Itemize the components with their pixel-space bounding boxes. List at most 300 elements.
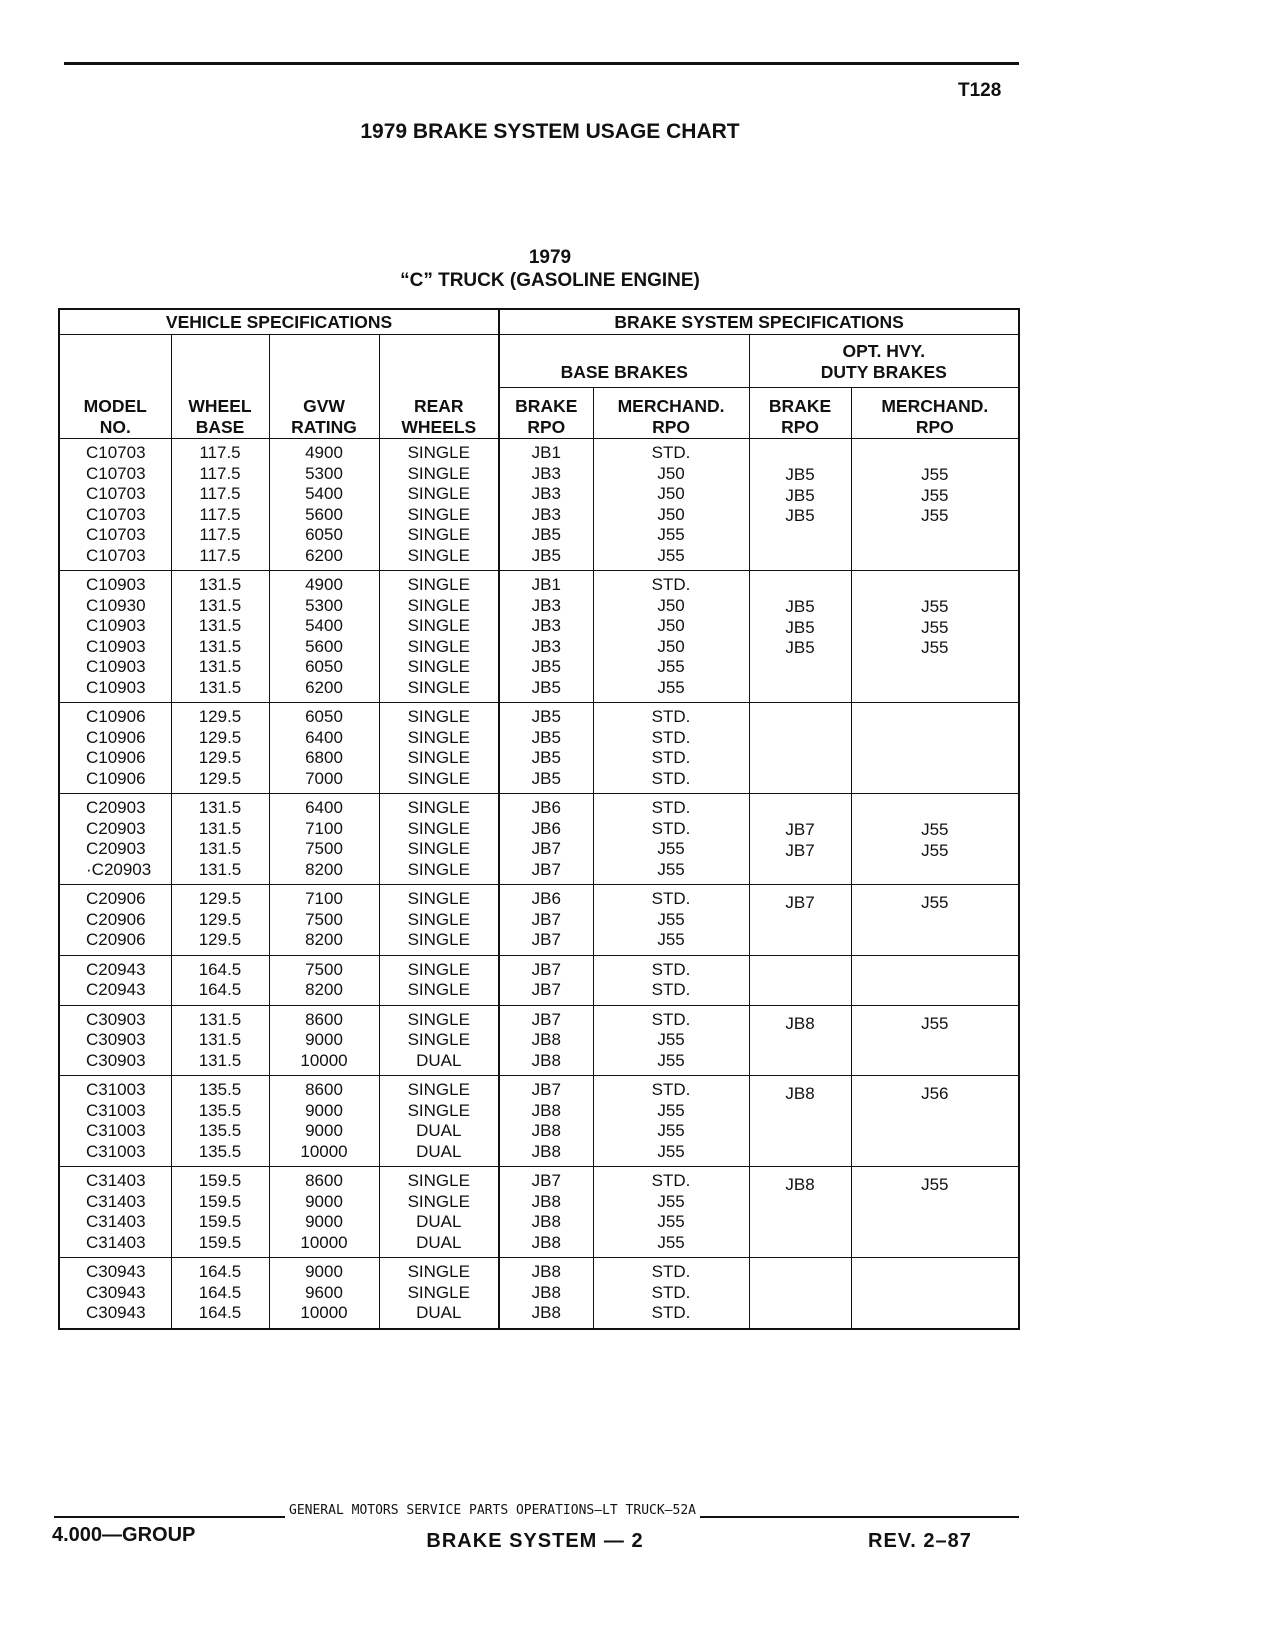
cell-value: SINGLE [407,1100,470,1120]
cell-value: C20903 [86,818,146,838]
cell-value: J55 [657,1121,685,1140]
opt-brake-rpo-cell [749,1005,851,1076]
top-rule [64,62,1019,65]
base-brake-rpo-cell [499,794,593,885]
cell-value: JB8 [531,1232,561,1252]
cell-value: 131.5 [198,575,242,594]
cell-value: SINGLE [407,657,470,676]
cell-value: 4900 [305,443,343,462]
cell-value: C30943 [86,1262,146,1281]
cell-value: ·C20903 [86,859,152,879]
cell-value: 6400 [305,798,343,817]
cell-value: 131.5 [198,677,242,697]
cell-value: 9600 [305,1282,343,1302]
col-wheel-base: WHEEL BASE [171,388,269,439]
cell-value: JB8 [531,1212,561,1231]
base-merch-rpo-cell [593,794,749,885]
opt-merch-rpo-cell [851,571,1019,703]
table-row [59,955,1019,1005]
cell-value: J55 [657,909,685,929]
cell-value: 8200 [305,980,343,999]
cell-value: C20903 [86,798,146,817]
cell-value: 10000 [300,1141,348,1161]
cell-value: SINGLE [407,1282,470,1302]
opt-hvy-duty-header: OPT. HVY. DUTY BRAKES [749,335,1019,388]
cell-value: JB5 [531,707,561,726]
cell-value: 159.5 [198,1232,242,1252]
cell-value: JB5 [785,506,815,525]
rear-wheels-cell [379,1167,499,1258]
cell-value: STD. [651,575,691,594]
rear-wheels-cell [379,794,499,885]
cell-value: C10703 [86,443,146,462]
page-title: 1979 BRAKE SYSTEM USAGE CHART [360,120,740,143]
col-rear-wheels: REAR WHEELS [379,388,499,439]
cell-value: C30903 [86,1030,146,1049]
wheel-base-cell [171,571,269,703]
cell-value: J55 [657,1050,685,1070]
cell-value: SINGLE [407,798,470,817]
col-base-merch-rpo: MERCHAND. RPO [593,388,749,439]
cell-value: J55 [657,545,685,565]
cell-value: SINGLE [407,859,470,879]
cell-value: C31403 [86,1191,146,1211]
cell-value: JB8 [531,1030,561,1049]
cell-value: SINGLE [407,930,470,949]
table-row [59,794,1019,885]
cell-value: C10703 [86,463,146,483]
cell-value: 5400 [305,484,343,503]
cell-value: SINGLE [407,636,470,656]
opt-merch-rpo-cell [851,794,1019,885]
cell-value: STD. [651,1009,691,1029]
cell-value: JB8 [785,1084,815,1103]
model-group [59,955,1019,1005]
opt-merch-rpo-cell [851,885,1019,956]
base-merch-rpo-cell [593,955,749,1005]
cell-value: 117.5 [199,443,241,462]
footer-section: BRAKE SYSTEM — 2 [426,1530,644,1552]
rear-wheels-cell [379,571,499,703]
model-no-cell [59,1005,171,1076]
cell-value: JB8 [531,1303,561,1322]
model-group [59,1076,1019,1167]
cell-value: 135.5 [198,1141,242,1161]
cell-value: 7500 [305,909,343,929]
col-gvw-rating: GVW RATING [269,388,379,439]
base-merch-rpo-cell [593,1005,749,1076]
cell-value: 117.5 [199,484,241,503]
cell-value: SINGLE [407,443,470,462]
cell-value: JB5 [531,748,561,767]
table-row [59,1258,1019,1329]
cell-value: JB5 [531,525,561,544]
gvw-rating-cell [269,1258,379,1329]
cell-value: 129.5 [198,909,242,929]
cell-value: J55 [657,657,685,676]
cell-value: 131.5 [198,636,242,656]
base-merch-rpo-cell [593,439,749,571]
base-brake-rpo-cell [499,1258,593,1329]
cell-value: SINGLE [407,959,470,979]
cell-value: C20906 [86,909,146,929]
cell-value: JB7 [785,893,815,912]
wheel-base-cell [171,794,269,885]
cell-value: JB8 [785,1175,815,1194]
opt-merch-rpo-cell [851,1076,1019,1167]
cell-value: JB7 [531,1171,561,1190]
cell-value: 164.5 [198,959,242,979]
model-no-cell [59,1167,171,1258]
rear-wheels-cell [379,885,499,956]
cell-value: SINGLE [407,1171,470,1190]
cell-value: J55 [657,859,685,879]
cell-value: JB7 [531,859,561,879]
cell-value: 7100 [305,889,343,908]
brake-usage-table [58,308,1020,1330]
cell-value: J50 [657,595,685,615]
cell-value: J50 [657,463,685,483]
cell-value: JB8 [785,1013,815,1033]
gvw-rating-cell [269,1005,379,1076]
cell-value: 5600 [305,636,343,656]
cell-value: 9000 [305,1212,343,1231]
rear-wheels-cell [379,703,499,794]
wheel-base-cell [171,439,269,571]
cell-value: 7500 [305,839,343,858]
model-group [59,439,1019,571]
opt-brake-rpo-cell [749,955,851,1005]
table-row [59,885,1019,956]
cell-value: JB8 [531,1262,561,1281]
cell-value: JB3 [531,504,561,524]
cell-value: SINGLE [407,768,470,788]
base-brake-rpo-cell [499,955,593,1005]
cell-value: JB8 [531,1191,561,1211]
cell-value: C10703 [86,504,146,524]
cell-value: 9000 [305,1100,343,1120]
cell-value: 131.5 [198,1030,242,1049]
model-group [59,1167,1019,1258]
cell-value: STD. [651,798,691,817]
cell-value: 135.5 [198,1080,242,1099]
cell-value: J55 [921,597,949,616]
cell-value: SINGLE [407,727,470,747]
cell-value: 131.5 [198,1009,242,1029]
cell-value: C31403 [86,1171,146,1190]
base-brake-rpo-cell [499,1005,593,1076]
model-no-cell [59,1258,171,1329]
cell-value: 4900 [305,575,343,594]
cell-value: JB3 [531,595,561,615]
cell-value: C10906 [86,707,146,726]
cell-value: 131.5 [198,818,242,838]
cell-value: 7100 [305,818,343,838]
cell-value: J55 [657,1212,685,1231]
cell-value: J55 [921,638,949,657]
wheel-base-cell [171,955,269,1005]
cell-value: J55 [657,1100,685,1120]
cell-value: JB5 [531,657,561,676]
cell-value: JB7 [531,909,561,929]
footer-operations: GENERAL MOTORS SERVICE PARTS OPERATIONS—LT TRUCK—52A [285,1503,700,1518]
cell-value: JB5 [785,485,815,505]
cell-value: J55 [657,525,685,544]
gvw-rating-cell [269,1167,379,1258]
opt-merch-rpo-cell [851,1167,1019,1258]
opt-brake-rpo-cell [749,1258,851,1329]
cell-value: C31003 [86,1141,146,1161]
opt-brake-rpo-cell [749,885,851,956]
cell-value: DUAL [416,1141,462,1161]
cell-value: 159.5 [198,1212,242,1231]
cell-value: SINGLE [407,889,470,908]
cell-value: JB7 [785,820,815,839]
cell-value: SINGLE [407,748,470,767]
cell-value: 8200 [305,859,343,879]
opt-brake-rpo-cell [749,1167,851,1258]
cell-value: 164.5 [198,1282,242,1302]
cell-value: SINGLE [407,707,470,726]
rear-wheels-cell [379,439,499,571]
cell-value: 131.5 [198,859,242,879]
cell-value: STD. [651,1171,691,1190]
cell-value: C10903 [86,677,146,697]
cell-value: C31003 [86,1080,146,1099]
cell-value: 8600 [305,1080,343,1099]
cell-value: 6050 [305,707,343,726]
opt-brake-rpo-cell [749,1076,851,1167]
base-merch-rpo-cell [593,1258,749,1329]
cell-value: J55 [657,930,685,949]
cell-value: STD. [651,748,691,767]
wheel-base-cell [171,1076,269,1167]
table-row [59,1167,1019,1258]
wheel-base-cell [171,1258,269,1329]
wheel-base-cell [171,885,269,956]
cell-value: J55 [921,893,949,912]
cell-value: STD. [651,818,691,838]
cell-value: J50 [657,636,685,656]
cell-value: JB1 [531,575,561,594]
cell-value: C10703 [86,484,146,503]
cell-value: 5300 [305,595,343,615]
rear-wheels-cell [379,955,499,1005]
cell-value: JB5 [785,465,815,484]
cell-value: STD. [651,727,691,747]
cell-value: 131.5 [198,798,242,817]
wheel-base-cell [171,1005,269,1076]
cell-value: 8600 [305,1171,343,1190]
cell-value: 5600 [305,504,343,524]
cell-value: J55 [657,1141,685,1161]
gvw-rating-cell [269,955,379,1005]
cell-value: SINGLE [407,1262,470,1281]
cell-value: 10000 [300,1050,348,1070]
opt-merch-rpo-cell [851,1005,1019,1076]
cell-value: JB7 [531,980,561,999]
cell-value: 131.5 [198,616,242,635]
cell-value: C20906 [86,889,146,908]
cell-value: J55 [657,1232,685,1252]
cell-value: 131.5 [198,1050,242,1070]
cell-value: C10703 [86,545,146,565]
model-group [59,794,1019,885]
base-brake-rpo-cell [499,439,593,571]
cell-value: SINGLE [407,525,470,544]
cell-value: C31003 [86,1121,146,1140]
rear-wheels-cell [379,1076,499,1167]
gvw-rating-cell [269,703,379,794]
base-brake-rpo-cell [499,571,593,703]
gvw-rating-cell [269,571,379,703]
cell-value: JB5 [531,768,561,788]
cell-value: J50 [657,504,685,524]
wheel-base-cell [171,1167,269,1258]
cell-value: 131.5 [198,657,242,676]
cell-value: 164.5 [198,1262,242,1281]
cell-value: JB6 [531,818,561,838]
cell-value: C10903 [86,636,146,656]
cell-value: J50 [657,484,685,503]
cell-value: DUAL [416,1050,462,1070]
cell-value: 159.5 [198,1191,242,1211]
cell-value: 9000 [305,1030,343,1049]
cell-value: SINGLE [407,504,470,524]
cell-value: C20943 [86,959,146,979]
brake-specs-header: BRAKE SYSTEM SPECIFICATIONS [499,309,1019,335]
cell-value: C10903 [86,575,146,594]
cell-value: JB8 [531,1141,561,1161]
col-model-no: MODEL NO. [59,388,171,439]
cell-value: J55 [921,840,949,860]
cell-value: J55 [657,839,685,858]
cell-value: C30903 [86,1050,146,1070]
cell-value: JB7 [531,959,561,979]
cell-value: C10906 [86,748,146,767]
model-no-cell [59,885,171,956]
cell-value: 6400 [305,727,343,747]
cell-value: 129.5 [198,748,242,767]
cell-value: STD. [651,1303,691,1322]
cell-value: SINGLE [407,677,470,697]
cell-value: J50 [657,616,685,635]
model-no-cell [59,703,171,794]
cell-value: JB6 [531,798,561,817]
base-merch-rpo-cell [593,703,749,794]
cell-value: 135.5 [198,1121,242,1140]
cell-value: C31403 [86,1212,146,1231]
model-no-cell [59,1076,171,1167]
cell-value: SINGLE [407,484,470,503]
cell-value: DUAL [416,1212,462,1231]
cell-value: J55 [921,485,949,505]
cell-value: 129.5 [198,889,242,908]
cell-value: 9000 [305,1191,343,1211]
base-brakes-header: BASE BRAKES [499,335,749,388]
cell-value: DUAL [416,1121,462,1140]
cell-value: 9000 [305,1121,343,1140]
cell-value: SINGLE [407,595,470,615]
cell-value: 129.5 [198,768,242,788]
cell-value: STD. [651,889,691,908]
cell-value: SINGLE [407,1191,470,1211]
table-row [59,1005,1019,1076]
cell-value: 9000 [305,1262,343,1281]
cell-value: JB3 [531,463,561,483]
base-brake-rpo-cell [499,885,593,956]
cell-value: DUAL [416,1232,462,1252]
cell-value: C10703 [86,525,146,544]
cell-value: JB8 [531,1282,561,1302]
model-no-cell [59,439,171,571]
cell-value: JB7 [531,1009,561,1029]
page-code: T128 [958,80,1002,101]
cell-value: 6200 [305,545,343,565]
opt-brake-rpo-cell [749,703,851,794]
cell-value: J55 [921,617,949,637]
cell-value: 129.5 [198,727,242,747]
opt-merch-rpo-cell [851,1258,1019,1329]
cell-value: 129.5 [198,930,242,949]
cell-value: J55 [921,1175,949,1194]
cell-value: J55 [921,1013,949,1033]
cell-value: STD. [651,707,691,726]
cell-value: SINGLE [407,839,470,858]
cell-value: 117.5 [199,463,241,483]
cell-value: JB3 [531,484,561,503]
cell-value: 8600 [305,1009,343,1029]
cell-value: 8200 [305,930,343,949]
opt-brake-rpo-cell [749,794,851,885]
col-opt-merch-rpo: MERCHAND. RPO [851,388,1019,439]
cell-value: J55 [921,506,949,525]
cell-value: 135.5 [198,1100,242,1120]
cell-value: JB8 [531,1050,561,1070]
cell-value: 117.5 [199,525,241,544]
cell-value: STD. [651,443,691,462]
rear-wheels-cell [379,1005,499,1076]
cell-value: 164.5 [198,980,242,999]
cell-value: JB5 [785,597,815,616]
cell-value: J55 [921,465,949,484]
base-merch-rpo-cell [593,571,749,703]
chart-subtitle: “C” TRUCK (GASOLINE ENGINE) [400,270,700,291]
cell-value: SINGLE [407,1009,470,1029]
cell-value: JB8 [531,1100,561,1120]
table-row [59,1076,1019,1167]
cell-value: C10930 [86,595,146,615]
cell-value: JB5 [531,545,561,565]
cell-value: SINGLE [407,1080,470,1099]
cell-value: C10903 [86,616,146,635]
opt-brake-rpo-cell [749,439,851,571]
cell-value: C10906 [86,727,146,747]
cell-value: 7500 [305,959,343,979]
cell-value: C31003 [86,1100,146,1120]
cell-value: SINGLE [407,980,470,999]
cell-value: JB5 [785,638,815,657]
cell-value: STD. [651,1262,691,1281]
gvw-rating-cell [269,794,379,885]
model-group [59,571,1019,703]
wheel-base-cell [171,703,269,794]
cell-value: C10906 [86,768,146,788]
cell-value: JB7 [531,930,561,949]
cell-value: JB6 [531,889,561,908]
cell-value: JB5 [531,677,561,697]
base-merch-rpo-cell [593,885,749,956]
